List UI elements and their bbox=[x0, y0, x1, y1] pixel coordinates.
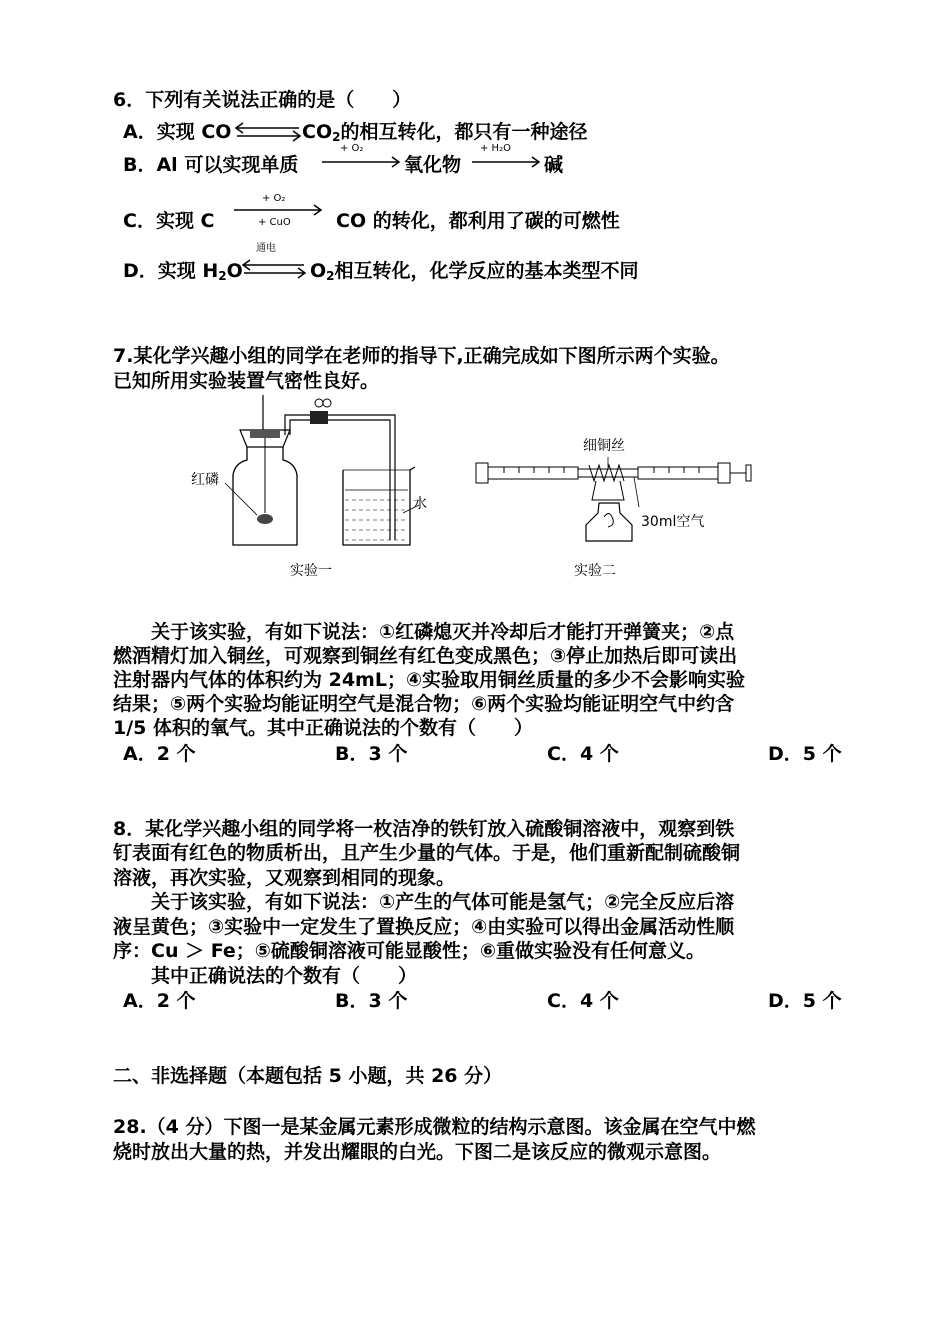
label-water: 水 bbox=[413, 496, 427, 512]
q8-option-a: A．2 个 bbox=[123, 990, 196, 1012]
condition-electrolysis: 通电 bbox=[256, 243, 276, 254]
condition-o2: + O₂ bbox=[340, 143, 364, 154]
q8-option-c: C．4 个 bbox=[547, 990, 619, 1012]
q7-body-line3: 注射器内气体的体积约为 24mL；④实验取用铜丝质量的多少不会影响实验 bbox=[113, 669, 746, 691]
q8-line3: 溶液，再次实验，又观察到相同的现象。 bbox=[113, 867, 456, 889]
double-arrow-icon bbox=[233, 122, 303, 142]
q8-line7: 其中正确说法的个数有（ ） bbox=[113, 965, 418, 987]
q8-line1: 8．某化学兴趣小组的同学将一枚洁净的铁钉放入硫酸铜溶液中，观察到铁 bbox=[113, 818, 735, 840]
q7-option-c: C．4 个 bbox=[547, 743, 619, 765]
label-copper-wire: 细铜丝 bbox=[583, 438, 625, 454]
q6-option-d-rest: $O_2$相互转化，化学反应的基本类型不同 bbox=[310, 260, 639, 283]
label-red-phosphorus: 红磷 bbox=[191, 472, 219, 488]
q8-option-b: B．3 个 bbox=[335, 990, 408, 1012]
caption-experiment-one: 实验一 bbox=[290, 563, 332, 579]
condition-h2o: + H₂O bbox=[480, 143, 511, 154]
q8-line6: 序：Cu ＞ Fe；⑤硫酸铜溶液可能显酸性；⑥重做实验没有任何意义。 bbox=[113, 940, 705, 962]
right-arrow-icon bbox=[470, 155, 542, 169]
q7-option-d: D．5 个 bbox=[768, 743, 842, 765]
q28-line2: 烧时放出大量的热，并发出耀眼的白光。下图二是该反应的微观示意图。 bbox=[113, 1141, 722, 1163]
q6-stem: 6．下列有关说法正确的是（ ） bbox=[113, 89, 412, 111]
q7-body-line2: 燃酒精灯加入铜丝，可观察到铜丝有红色变成黑色；③停止加热后即可读出 bbox=[113, 645, 738, 667]
section-heading: 二、非选择题（本题包括 5 小题，共 26 分） bbox=[113, 1065, 503, 1087]
right-arrow-icon bbox=[320, 155, 402, 169]
q6-option-c-prefix: C．实现 C bbox=[123, 210, 215, 232]
q7-stem-line1: 7.某化学兴趣小组的同学在老师的指导下,正确完成如下图所示两个实验。 bbox=[113, 345, 730, 367]
q7-stem-line2: 已知所用实验装置气密性良好。 bbox=[113, 370, 380, 392]
q6-option-c-rest: CO 的转化，都利用了碳的可燃性 bbox=[336, 210, 620, 232]
q6-option-a-prefix: A．实现 CO bbox=[123, 121, 232, 143]
right-arrow-icon bbox=[232, 203, 324, 217]
q6-option-b-oxide: 氧化物 bbox=[404, 154, 462, 176]
q7-option-a: A．2 个 bbox=[123, 743, 196, 765]
q8-option-d: D．5 个 bbox=[768, 990, 842, 1012]
q8-line4: 关于该实验，有如下说法：①产生的气体可能是氢气；②完全反应后溶 bbox=[113, 891, 735, 913]
q6-option-d-prefix: D．实现 $H_2O$ bbox=[123, 260, 243, 283]
q8-line5: 液呈黄色；③实验中一定发生了置换反应；④由实验可以得出金属活动性顺 bbox=[113, 916, 735, 938]
condition-cuo: + CuO bbox=[258, 217, 291, 228]
experiment-two-apparatus bbox=[474, 455, 754, 560]
label-30ml-air: 30ml空气 bbox=[641, 514, 705, 530]
caption-experiment-two: 实验二 bbox=[574, 563, 616, 579]
q8-line2: 钉表面有红色的物质析出，且产生少量的气体。于是，他们重新配制硫酸铜 bbox=[113, 842, 741, 864]
q7-body-line4: 结果；⑤两个实验均能证明空气是混合物；⑥两个实验均能证明空气中约含 bbox=[113, 693, 735, 715]
q7-option-b: B．3 个 bbox=[335, 743, 408, 765]
q6-option-b-prefix: B．Al 可以实现单质 bbox=[123, 154, 299, 176]
q6-option-a-rest: $CO_2$的相互转化，都只有一种途径 bbox=[302, 121, 588, 144]
q7-body-line5: 1/5 体积的氧气。其中正确说法的个数有（ ） bbox=[113, 717, 533, 739]
q6-option-b-base: 碱 bbox=[544, 154, 564, 176]
condition-o2: + O₂ bbox=[262, 193, 286, 204]
q28-line1: 28.（4 分）下图一是某金属元素形成微粒的结构示意图。该金属在空气中燃 bbox=[113, 1116, 756, 1138]
experiment-one-apparatus bbox=[185, 395, 430, 555]
q7-body-line1: 关于该实验，有如下说法：①红磷熄灭并冷却后才能打开弹簧夹；②点 bbox=[113, 621, 735, 643]
double-arrow-icon bbox=[240, 259, 308, 279]
